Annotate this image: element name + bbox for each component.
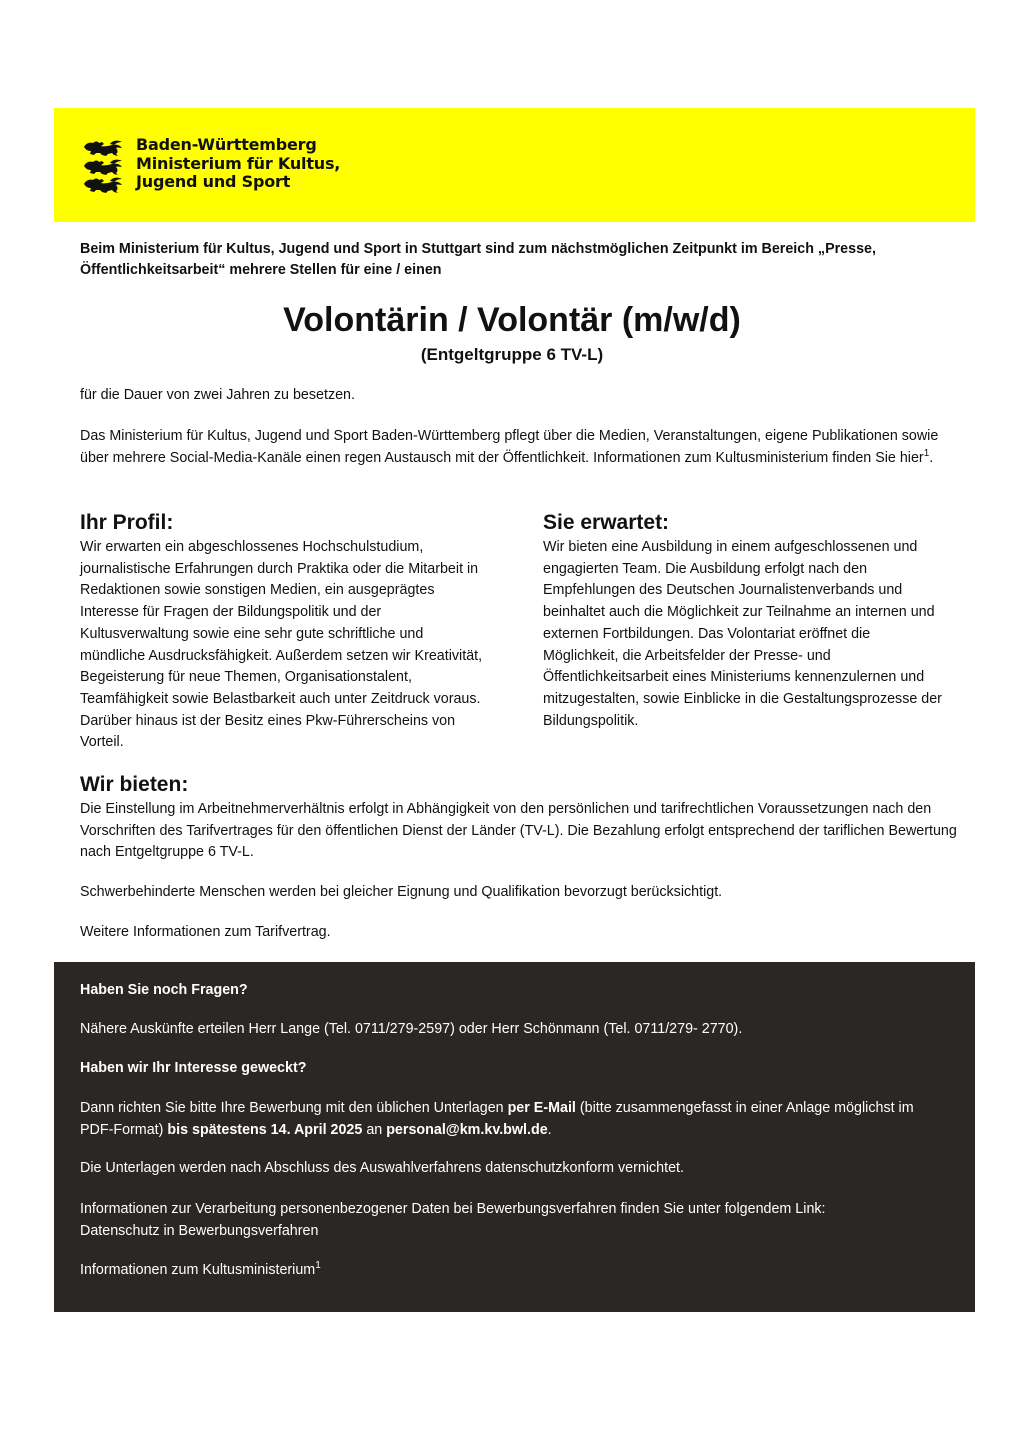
about-footnote-mark: 1 <box>923 447 930 459</box>
apply-deadline: bis spätestens 14. April 2025 <box>167 1121 363 1138</box>
expect-text: Wir bieten eine Ausbildung in einem aufgeschlossenen und engagierten Team. Die Ausbildung erfolgt nach den Empfehlungen des Deutschen Journalistenverbands und beinhaltet auch die Möglichkeit zur Teilnahme an internen und externen Fortbildungen. Das Volontariat eröffnet die Möglichkeit, die Arbeitsfelder der Presse- und Öffentlichkeitsarbeit eines Ministeriums kennenzulernen und mitzugestalten, sowie Einblicke in die Gestaltungsprozesse der Bildungspolitik. <box>543 539 942 729</box>
ministry-footnote-mark: 1 <box>315 1260 321 1272</box>
apply-text-part: . <box>547 1121 552 1138</box>
apply-method: per E-Mail <box>507 1100 576 1116</box>
job-title: Volontärin / Volontär (m/w/d) <box>283 301 741 339</box>
logo-line-ministry: Ministerium für Kultus, <box>136 153 341 173</box>
logo-text <box>136 136 340 192</box>
about-body: Das Ministerium für Kultus, Jugend und Sport Baden-Württemberg pflegt über die Medien, Veranstaltungen, eigene Publikationen sowie über mehrere Social-Media-Kanäle einen regen Austausch mit der Öffentlichkeit. Informationen zum Kultusministerium finden Sie hier <box>80 428 939 466</box>
documents-note: Die Unterlagen werden nach Abschluss des Auswahlverfahrens datenschutzkonform vernichtet. <box>80 1160 684 1176</box>
about-text <box>80 426 960 469</box>
privacy-link[interactable]: Datenschutz in Bewerbungsverfahren <box>80 1223 319 1239</box>
contact-panel <box>54 962 975 1312</box>
apply-text-part: Dann richten Sie bitte Ihre Bewerbung mit den üblichen Unterlagen <box>80 1100 508 1116</box>
pay-grade: (Entgeltgruppe 6 TV-L) <box>420 345 604 364</box>
ministry-logo <box>80 136 340 194</box>
apply-text-part: (bitte zusammengefasst in einer Anlage möglichst im PDF-Format) <box>80 1100 914 1138</box>
about-end: . <box>929 449 934 466</box>
logo-line-state: Baden-Württemberg <box>136 135 317 154</box>
offer-heading: Wir bieten: <box>80 773 189 796</box>
intro-text: Beim Ministerium für Kultus, Jugend und Sport in Stuttgart sind zum nächstmöglichen Zeitpunkt im Bereich „Presse, Öffentlichkeitsarbeit“ mehrere Stellen für eine / einen <box>80 241 876 278</box>
profile-heading: Ihr Profil: <box>80 511 174 534</box>
questions-heading: Haben Sie noch Fragen? <box>80 982 248 998</box>
apply-text-part: an <box>362 1121 387 1138</box>
interest-heading: Haben wir Ihr Interesse geweckt? <box>80 1060 307 1076</box>
tariff-link[interactable]: Weitere Informationen zum Tarifvertrag. <box>80 924 331 940</box>
ministry-link[interactable]: Informationen zum Kultusministerium <box>80 1262 316 1278</box>
disability-text: Schwerbehinderte Menschen werden bei gleicher Eignung und Qualifikation bevorzugt berücksichtigt. <box>80 884 723 900</box>
header-banner <box>54 108 975 222</box>
duration-text: für die Dauer von zwei Jahren zu besetzen. <box>80 387 355 403</box>
questions-text: Nähere Auskünfte erteilen Herr Lange (Tel. 0711/279-2597) oder Herr Schönmann (Tel. 0711/279- 2770). <box>80 1021 743 1037</box>
ministry-info <box>80 1260 950 1282</box>
profile-text: Wir erwarten ein abgeschlossenes Hochschulstudium, journalistische Erfahrungen durch Praktika oder die Mitarbeit in Redaktionen sowie sonstigen Medien, ein ausgeprägtes Interesse für Fragen der Bildungspolitik und der Kultusverwaltung sowie eine sehr gute schriftliche und mündliche Ausdrucksfähigkeit. Außerdem setzen wir Kreativität, Begeisterung für neue Themen, Organisationstalent, Teamfähigkeit sowie Belastbarkeit auch unter Zeitdruck voraus. Darüber hinaus ist der Besitz eines Pkw-Führerscheins von Vorteil. <box>80 539 483 751</box>
logo-line-department: Jugend und Sport <box>136 172 291 191</box>
apply-text <box>80 1098 950 1141</box>
three-lions-coat-of-arms-icon <box>80 138 126 194</box>
offer-text: Die Einstellung im Arbeitnehmerverhältnis erfolgt in Abhängigkeit von den persönlichen und tarifrechtlichen Voraussetzungen nach den Vorschriften des Tarifvertrages für den öffentlichen Dienst der Länder (TV-L). Die Bezahlung erfolgt entsprechend der tariflichen Bewertung nach Entgeltgruppe 6 TV-L. <box>80 801 957 860</box>
expect-heading: Sie erwartet: <box>543 511 670 534</box>
apply-email-link[interactable]: personal@km.kv.bwl.de <box>386 1121 548 1138</box>
privacy-text: Informationen zur Verarbeitung personenbezogener Daten bei Bewerbungsverfahren finden Sie unter folgendem Link: <box>80 1201 826 1217</box>
